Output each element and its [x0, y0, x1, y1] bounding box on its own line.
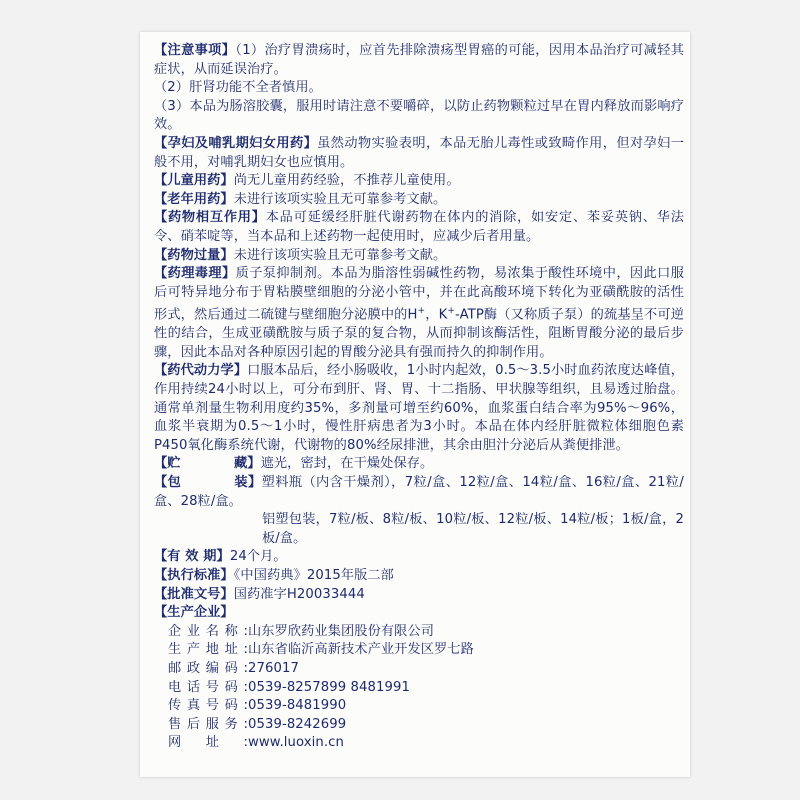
package-heading [154, 475, 262, 490]
precautions-item-3: （3）本品为肠溶胶囊，服用时请注意不要嚼碎，以防止药物颗粒过早在胃内释放而影响疗效。 [154, 98, 684, 133]
pharmacokinetics-heading: 【药代动力学】 [154, 363, 248, 379]
storage-heading-close: 】 [247, 456, 261, 472]
validity-text: 24个月。 [229, 549, 287, 565]
geriatric-section [154, 191, 684, 210]
package-blister-text: 铝塑包装，7粒/板、8粒/板、10粒/板、12粒/板、14粒/板；1板/盒，2板/盒。 [262, 512, 684, 546]
pediatric-text: 尚无儿童用药经验，不推荐儿童使用。 [233, 173, 460, 189]
precautions-item-1: （1）治疗胃溃疡时，应首先排除溃疡型胃癌的可能，因用本品治疗可减轻其症状，从而延误治疗。 [154, 43, 684, 77]
website-row [154, 734, 684, 753]
pediatric-heading: 【儿童用药】 [154, 173, 234, 189]
company-name-label: 企业名称: [168, 623, 248, 639]
standard-heading: 【执行标准】 [154, 568, 234, 584]
interactions-section [154, 209, 684, 246]
storage-heading [154, 456, 261, 471]
storage-text: 遮光，密封，在干燥处保存。 [260, 456, 434, 472]
pregnancy-section [154, 135, 684, 172]
company-name-value: 山东罗欣药业集团股份有限公司 [248, 623, 435, 639]
package-heading-open: 【 [154, 475, 168, 491]
approval-text: 国药准字H20033444 [233, 586, 365, 602]
standard-section [154, 567, 684, 586]
manufacturer-heading: 【生产企业】 [154, 605, 234, 621]
postcode-value: 276017 [248, 660, 299, 676]
precautions-section [154, 42, 684, 79]
approval-heading: 【批准文号】 [154, 586, 234, 602]
overdose-heading: 【药物过量】 [154, 247, 234, 263]
pharmacokinetics-text: 口服本品后，经小肠吸收，1小时内起效，0.5～3.5小时血药浓度达峰值，作用持续24小时以上，可分布到肝、肾、胃、十二指肠、甲状腺等组织，且易透过胎盘。通常单剂量生物利用度约35%，多剂量可增至约60%，血浆蛋白结合率为95%～96%，血浆半衰期为0.5～1小时，慢性肝病患者为3小时。本品在体内经肝脏微粒体细胞色素P450氧化酶系统代谢，代谢物的80%经尿排泄，其余由胆汁分泌后从粪便排泄。 [154, 363, 684, 453]
pregnancy-heading: 【孕妇及哺乳期妇女用药】 [154, 135, 318, 151]
validity-heading: 【有 效 期】 [154, 549, 230, 565]
standard-text: 《中国药典》2015年版二部 [233, 568, 394, 584]
pharmacology-text-b: ，K [425, 307, 448, 323]
pharmacology-text-c: -ATP酶（又称质子泵）的巯基呈不可逆性的结合，生成亚磺酰胺与质子泵的复合物，从而抑制该酶活性，阻断胃酸分泌的最后步骤，因此本品对各种原因引起的胃酸分泌具有强而持久的抑制作用。 [154, 307, 685, 360]
pharmacology-sup-b: + [447, 306, 455, 317]
address-label: 生产地址: [168, 642, 248, 658]
pharmacology-heading: 【药理毒理】 [154, 266, 236, 282]
pediatric-section [154, 172, 684, 191]
package-heading-label: 包装 [167, 475, 248, 491]
storage-section [154, 455, 684, 474]
website-label: 网址: [168, 735, 248, 751]
leaflet-text [154, 42, 684, 753]
phone-value: 0539-8257899 8481991 [248, 679, 410, 695]
address-row [154, 641, 684, 660]
interactions-text: 本品可延缓经肝脏代谢药物在体内的消除，如安定、苯妥英钠、华法令、硝苯啶等，当本品和上述药物一起使用时，应减少后者用量。 [154, 210, 684, 244]
package-heading-close: 】 [247, 475, 262, 491]
pharmacology-text-a: 质子泵抑制剂。本品为脂溶性弱碱性药物，易浓集于酸性环境中，因此口服后可特异地分布于胃粘膜壁细胞的分泌小管中，并在此高酸环境下转化为亚磺酰胺的活性形式，然后通过二硫键与壁细胞分泌膜中的H [154, 266, 684, 323]
insert-sheet [140, 32, 690, 777]
pharmacokinetics-section [154, 362, 684, 455]
service-value: 0539-8242699 [248, 716, 347, 732]
postcode-label: 邮政编码: [168, 660, 248, 676]
phone-row [154, 679, 684, 698]
geriatric-text: 未进行该项实验且无可靠参考文献。 [233, 191, 447, 207]
service-row [154, 716, 684, 735]
pharmacology-section [154, 265, 684, 362]
package-bottle-text: 塑料瓶（内含干燥剂），7粒/盒、12粒/盒、14粒/盒、16粒/盒、21粒/盒、28粒/盒。 [154, 475, 684, 509]
fax-label: 传真号码: [168, 698, 248, 714]
overdose-text: 未进行该项实验且无可靠参考文献。 [233, 247, 447, 263]
storage-heading-label: 贮藏 [167, 456, 248, 472]
geriatric-heading: 【老年用药】 [154, 191, 234, 207]
storage-heading-open: 【 [154, 456, 168, 472]
interactions-heading: 【药物相互作用】 [154, 210, 266, 226]
package-section [154, 474, 684, 511]
validity-section [154, 548, 684, 567]
service-label: 售后服务: [168, 716, 248, 732]
pharmacology-sup-a: + [417, 306, 426, 317]
website-value: www.luoxin.cn [248, 735, 344, 751]
fax-row [154, 697, 684, 716]
fax-value: 0539-8481990 [248, 698, 347, 714]
pregnancy-text: 虽然动物实验表明，本品无胎儿毒性或致畸作用，但对孕妇一般不用，对哺乳期妇女也应慎用。 [154, 135, 684, 170]
precautions-item-2: （2）肝肾功能不全者慎用。 [154, 80, 322, 96]
postcode-row [154, 660, 684, 679]
address-value: 山东省临沂高新技术产业开发区罗七路 [248, 642, 474, 658]
precautions-heading: 【注意事项】 [154, 43, 236, 58]
company-name-row [154, 623, 684, 642]
approval-section [154, 586, 684, 605]
phone-label: 电话号码: [168, 679, 248, 695]
overdose-section [154, 247, 684, 266]
